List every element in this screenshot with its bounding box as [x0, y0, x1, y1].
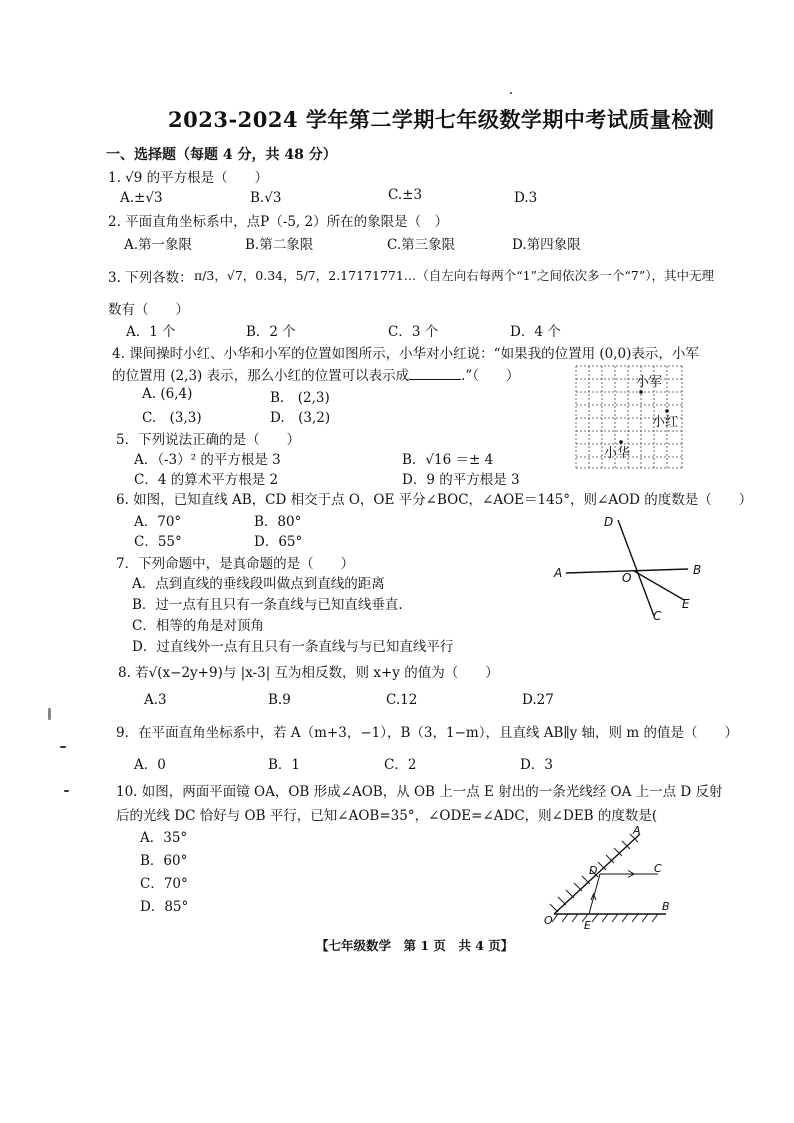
q5-option-d: D．9 的平方根是 3 [402, 472, 520, 488]
label-a: A [633, 824, 641, 837]
q10-option-a: A．35° [140, 830, 188, 846]
q4-option-a: A. (6,4) [142, 386, 193, 402]
q9-option-c: C．2 [384, 757, 417, 773]
q1-option-a: A.±√3 [120, 190, 163, 206]
q8-option-a: A.3 [144, 692, 167, 708]
q8-option-b: B.9 [268, 692, 291, 708]
xiaojun-point [639, 390, 643, 394]
label-e: E [682, 597, 690, 611]
q7-option-a: A．点到直线的垂线段叫做点到直线的距离 [132, 576, 385, 592]
label-b: B [662, 900, 670, 913]
q3-option-a: A．1 个 [126, 324, 176, 340]
q5-option-c: C．4 的算术平方根是 2 [134, 472, 279, 488]
q10-option-c: C．70° [140, 876, 188, 892]
q2-option-a: A.第一象限 [124, 237, 193, 253]
position-grid-figure [574, 364, 686, 470]
q7-option-c: C．相等的角是对顶角 [132, 618, 264, 634]
q10-option-b: B．60° [140, 853, 188, 869]
q7-option-d: D．过直线外一点有且只有一条直线与与已知直线平行 [132, 639, 454, 655]
q3-option-d: D．4 个 [510, 324, 561, 340]
q5-option-a: A．（-3）² 的平方根是 3 [134, 452, 281, 468]
q8-stem: 8. 若√(x−2y+9)与 |x-3| 互为相反数，则 x+y 的值为（ ） [118, 665, 499, 681]
q6-option-c: C．55° [134, 534, 182, 550]
page-title: 2023-2024 学年第二学期七年级数学期中考试质量检测 [168, 107, 715, 132]
q9-option-d: D．3 [520, 757, 553, 773]
ray-oe [634, 571, 684, 600]
xiaohua-point [619, 440, 623, 444]
q6-option-d: D．65° [254, 534, 303, 550]
scan-mark [60, 746, 66, 748]
q2-option-c: C.第三象限 [387, 237, 456, 253]
intersecting-lines-figure [552, 512, 712, 628]
answer-blank [409, 367, 461, 380]
q5-option-b: B．√16 ＝± 4 [402, 452, 494, 468]
q6-option-b: B．80° [254, 514, 302, 530]
q3-number-list: π/3，√7，0.34，5/7，2.17171771…（自左向右每两个“1”之间依次多一个“7”），其中无理 [194, 268, 715, 283]
q1-option-c: C.±3 [388, 187, 423, 203]
scan-mark [510, 92, 512, 94]
q2-stem: 2. 平面直角坐标系中，点P（-5, 2）所在的象限是（ ） [108, 214, 449, 230]
q8-option-d: D.27 [522, 692, 554, 708]
label-a: A [554, 566, 563, 580]
q4-stem-text: 的位置用 (2,3) 表示，那么小红的位置可以表示成 [112, 368, 410, 384]
q7-stem: 7．下列命题中，是真命题的是（ ） [116, 556, 355, 572]
label-o: O [622, 571, 632, 585]
label-xiaohong: 小红 [652, 415, 679, 430]
line-cd [618, 520, 654, 616]
label-d: D [589, 864, 598, 877]
label-e: E [584, 919, 591, 932]
q4-option-c: C. (3,3) [142, 410, 202, 426]
page-footer: 【七年级数学 第 1 页 共 4 页】 [316, 938, 514, 953]
label-c: C [653, 609, 662, 623]
scan-mark [48, 708, 51, 720]
label-d: D [604, 515, 614, 529]
q4-option-d: D. (3,2) [270, 410, 331, 426]
q3-option-c: C．3 个 [388, 324, 439, 340]
label-xiaojun: 小军 [636, 375, 663, 390]
section-heading: 一、选择题（每题 4 分，共 48 分） [106, 147, 337, 163]
label-xiaohua: 小华 [604, 446, 631, 461]
q6-stem: 6. 如图，已知直线 AB，CD 相交于点 O，OE 平分∠BOC，∠AOE＝145°，则∠AOD 的度数是（ ） [116, 492, 753, 508]
q2-option-d: D.第四象限 [512, 237, 581, 253]
q1-stem: 1. √9 的平方根是（ ） [108, 170, 269, 186]
q3-stem-lead: 3. 下列各数： [108, 270, 193, 286]
q3-option-b: B．2 个 [246, 324, 296, 340]
q9-stem: 9．在平面直角坐标系中，若 A（m+3，−1），B（3，1−m），且直线 AB∥y 轴，则 m 的值是（ ） [116, 725, 738, 741]
q4-stem-end: .”（ ） [461, 368, 520, 384]
q8-option-c: C.12 [386, 692, 418, 708]
q4-stem-line1: 4. 课间操时小红、小华和小军的位置如图所示，小华对小红说：“如果我的位置用 (0,0)表示，小军 [112, 346, 699, 362]
q4-stem-line2 [112, 364, 520, 384]
q1-option-d: D.3 [514, 190, 538, 206]
q1-option-b: B.√3 [250, 190, 282, 206]
q9-option-a: A．0 [134, 757, 166, 773]
xiaohong-point [665, 409, 669, 413]
q5-stem: 5．下列说法正确的是（ ） [116, 432, 301, 448]
label-c: C [654, 862, 662, 875]
mirror-ob-hatching [552, 914, 658, 922]
q6-option-a: A．70° [134, 514, 182, 530]
q7-option-b: B．过一点有且只有一条直线与已知直线垂直. [132, 597, 403, 613]
q3-stem-tail: 数有（ ） [108, 302, 189, 318]
label-b: B [693, 563, 702, 577]
q9-option-b: B．1 [268, 757, 301, 773]
q2-option-b: B.第二象限 [245, 237, 314, 253]
q10-option-d: D．85° [140, 899, 189, 915]
q10-stem-line2: 后的光线 DC 恰好与 OB 平行，已知∠AOB=35°，∠ODE=∠ADC，则∠DEB 的度数是( [116, 808, 658, 824]
q4-option-b: B. (2,3) [270, 390, 330, 406]
scan-mark [64, 790, 69, 792]
label-o: O [544, 914, 553, 927]
q10-stem-line1: 10. 如图，两面平面镜 OA，OB 形成∠AOB，从 OB 上一点 E 射出的一条光线经 OA 上一点 D 反射 [116, 784, 723, 800]
mirror-reflection-figure [536, 822, 686, 934]
